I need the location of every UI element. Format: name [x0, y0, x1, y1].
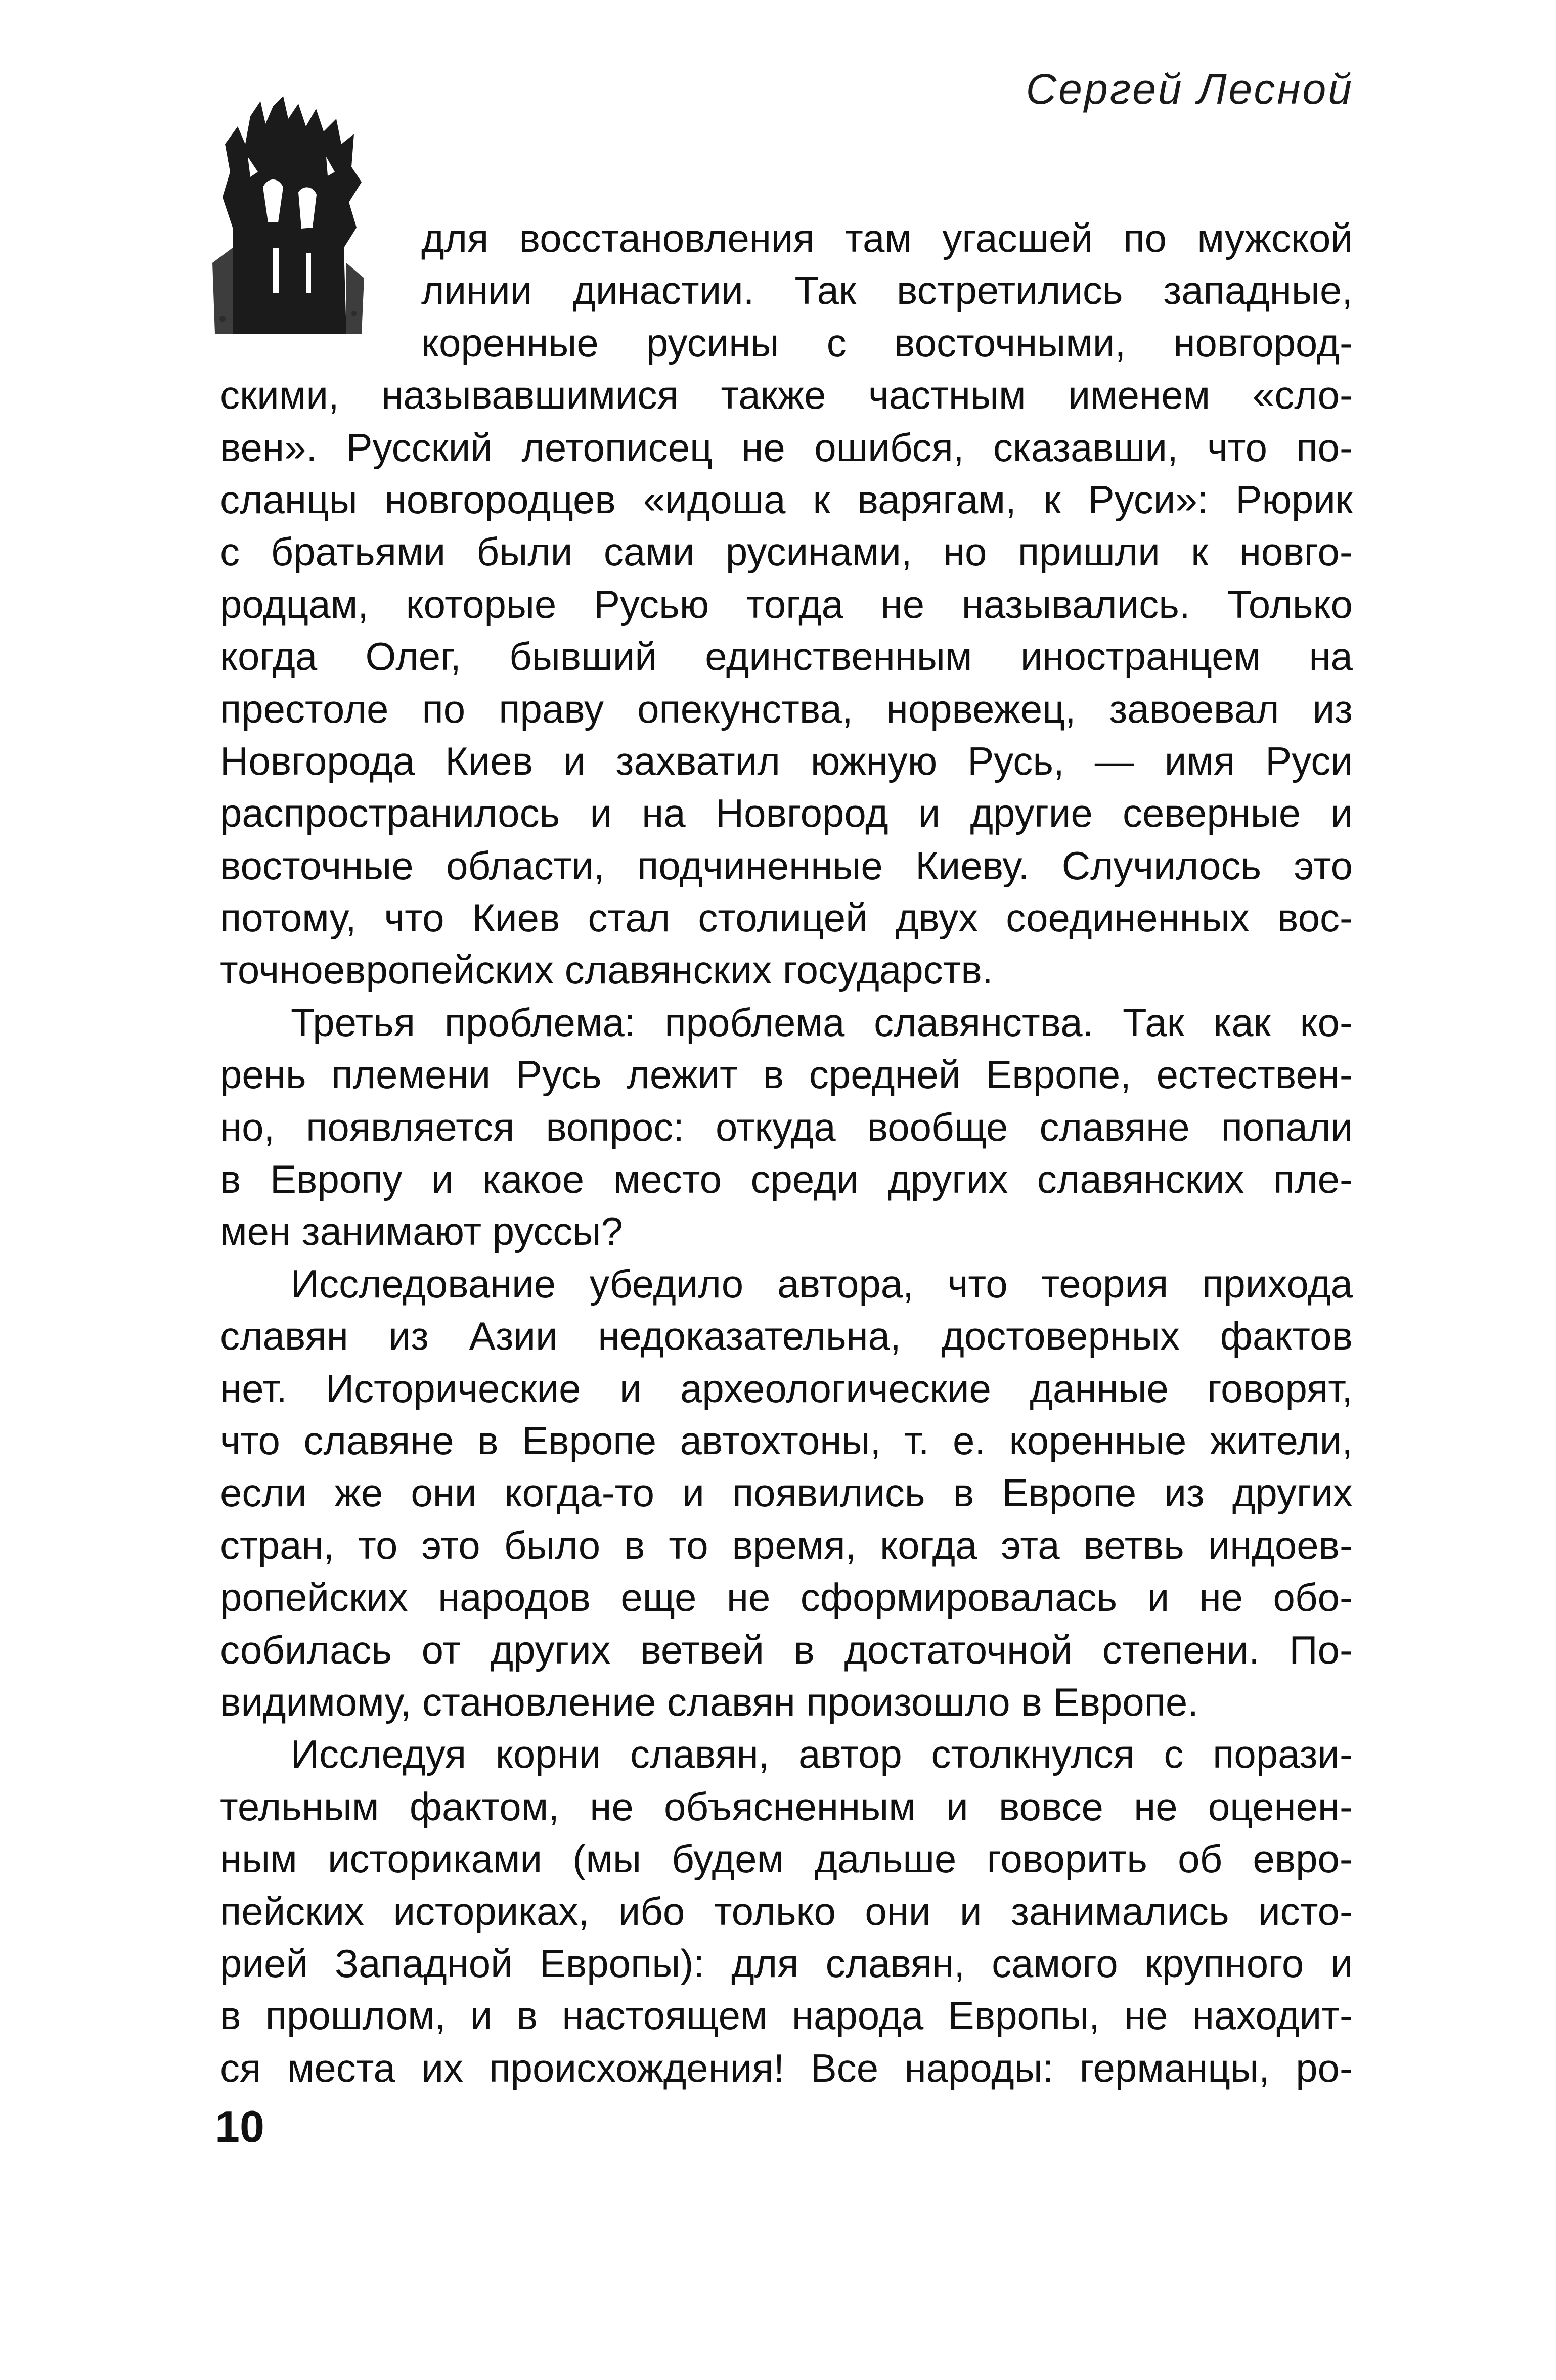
- text-line: вен». Русский летописец не ошибся, сказавши, что по-: [220, 425, 1353, 470]
- text-line: когда Олег, бывший единственным иностранцем на: [220, 634, 1353, 679]
- text-line: славян из Азии недоказательна, достоверных фактов: [220, 1314, 1353, 1359]
- text-line: стран, то это было в то время, когда эта ветвь индоев-: [220, 1522, 1353, 1567]
- text-line: с братьями были сами русинами, но пришли к новго-: [220, 529, 1353, 574]
- text-line: для восстановления там угасшей по мужской: [421, 216, 1353, 260]
- text-line: ропейских народов еще не сформировалась и не обо-: [220, 1575, 1353, 1620]
- running-header-author: Сергей Лесной: [1026, 65, 1354, 113]
- text-line: потому, что Киев стал столицей двух соединенных вос-: [220, 895, 1353, 940]
- text-line: что славяне в Европе автохтоны, т. е. коренные жители,: [220, 1418, 1353, 1463]
- text-line: восточные области, подчиненные Киеву. Случилось это: [220, 843, 1353, 888]
- text-line: Исследование убедило автора, что теория прихода: [291, 1261, 1353, 1306]
- text-line: в прошлом, и в настоящем народа Европы, не находит-: [220, 1993, 1353, 2038]
- text-line: но, появляется вопрос: откуда вообще славяне попали: [220, 1104, 1353, 1149]
- text-line: линии династии. Так встретились западные,: [421, 268, 1353, 313]
- text-line: родцам, которые Русью тогда не назывались. Только: [220, 581, 1353, 626]
- text-line: тельным фактом, не объясненным и вовсе не оценен-: [220, 1784, 1353, 1829]
- text-line: скими, называвшимися также частным именем «сло-: [220, 373, 1353, 418]
- text-line: мен занимают руссы?: [220, 1209, 623, 1254]
- text-line: пейских историках, ибо только они и занимались исто-: [220, 1889, 1353, 1934]
- text-line: престоле по праву опекунства, норвежец, завоевал из: [220, 686, 1353, 731]
- text-line: Новгорода Киев и захватил южную Русь, — имя Руси: [220, 738, 1353, 783]
- text-line: сланцы новгородцев «идоша к варягам, к Руси»: Рюрик: [220, 477, 1353, 522]
- text-line: распространилось и на Новгород и другие северные и: [220, 791, 1353, 836]
- text-line: собилась от других ветвей в достаточной степени. По-: [220, 1627, 1353, 1672]
- text-line: нет. Исторические и археологические данные говорят,: [220, 1366, 1353, 1411]
- text-line: точноевропейских славянских государств.: [220, 948, 993, 993]
- text-line: коренные русины с восточными, новгород-: [421, 320, 1353, 365]
- text-line: Третья проблема: проблема славянства. Так как ко-: [291, 1000, 1353, 1045]
- text-line: если же они когда-то и появились в Европе из других: [220, 1470, 1353, 1515]
- page-number: 10: [215, 2101, 264, 2151]
- text-line: в Европу и какое место среди других славянских пле-: [220, 1157, 1353, 1202]
- body-text: [220, 212, 1353, 2094]
- text-line: рень племени Русь лежит в средней Европе, естествен-: [220, 1052, 1353, 1097]
- text-line: Исследуя корни славян, автор столкнулся с порази-: [291, 1732, 1353, 1777]
- text-line: рией Западной Европы): для славян, самого крупного и: [220, 1941, 1353, 1986]
- text-line: видимому, становление славян произошло в Европе.: [220, 1679, 1198, 1724]
- text-line: ным историками (мы будем дальше говорить об евро-: [220, 1836, 1353, 1881]
- text-line: ся места их происхождения! Все народы: германцы, ро-: [220, 2045, 1353, 2090]
